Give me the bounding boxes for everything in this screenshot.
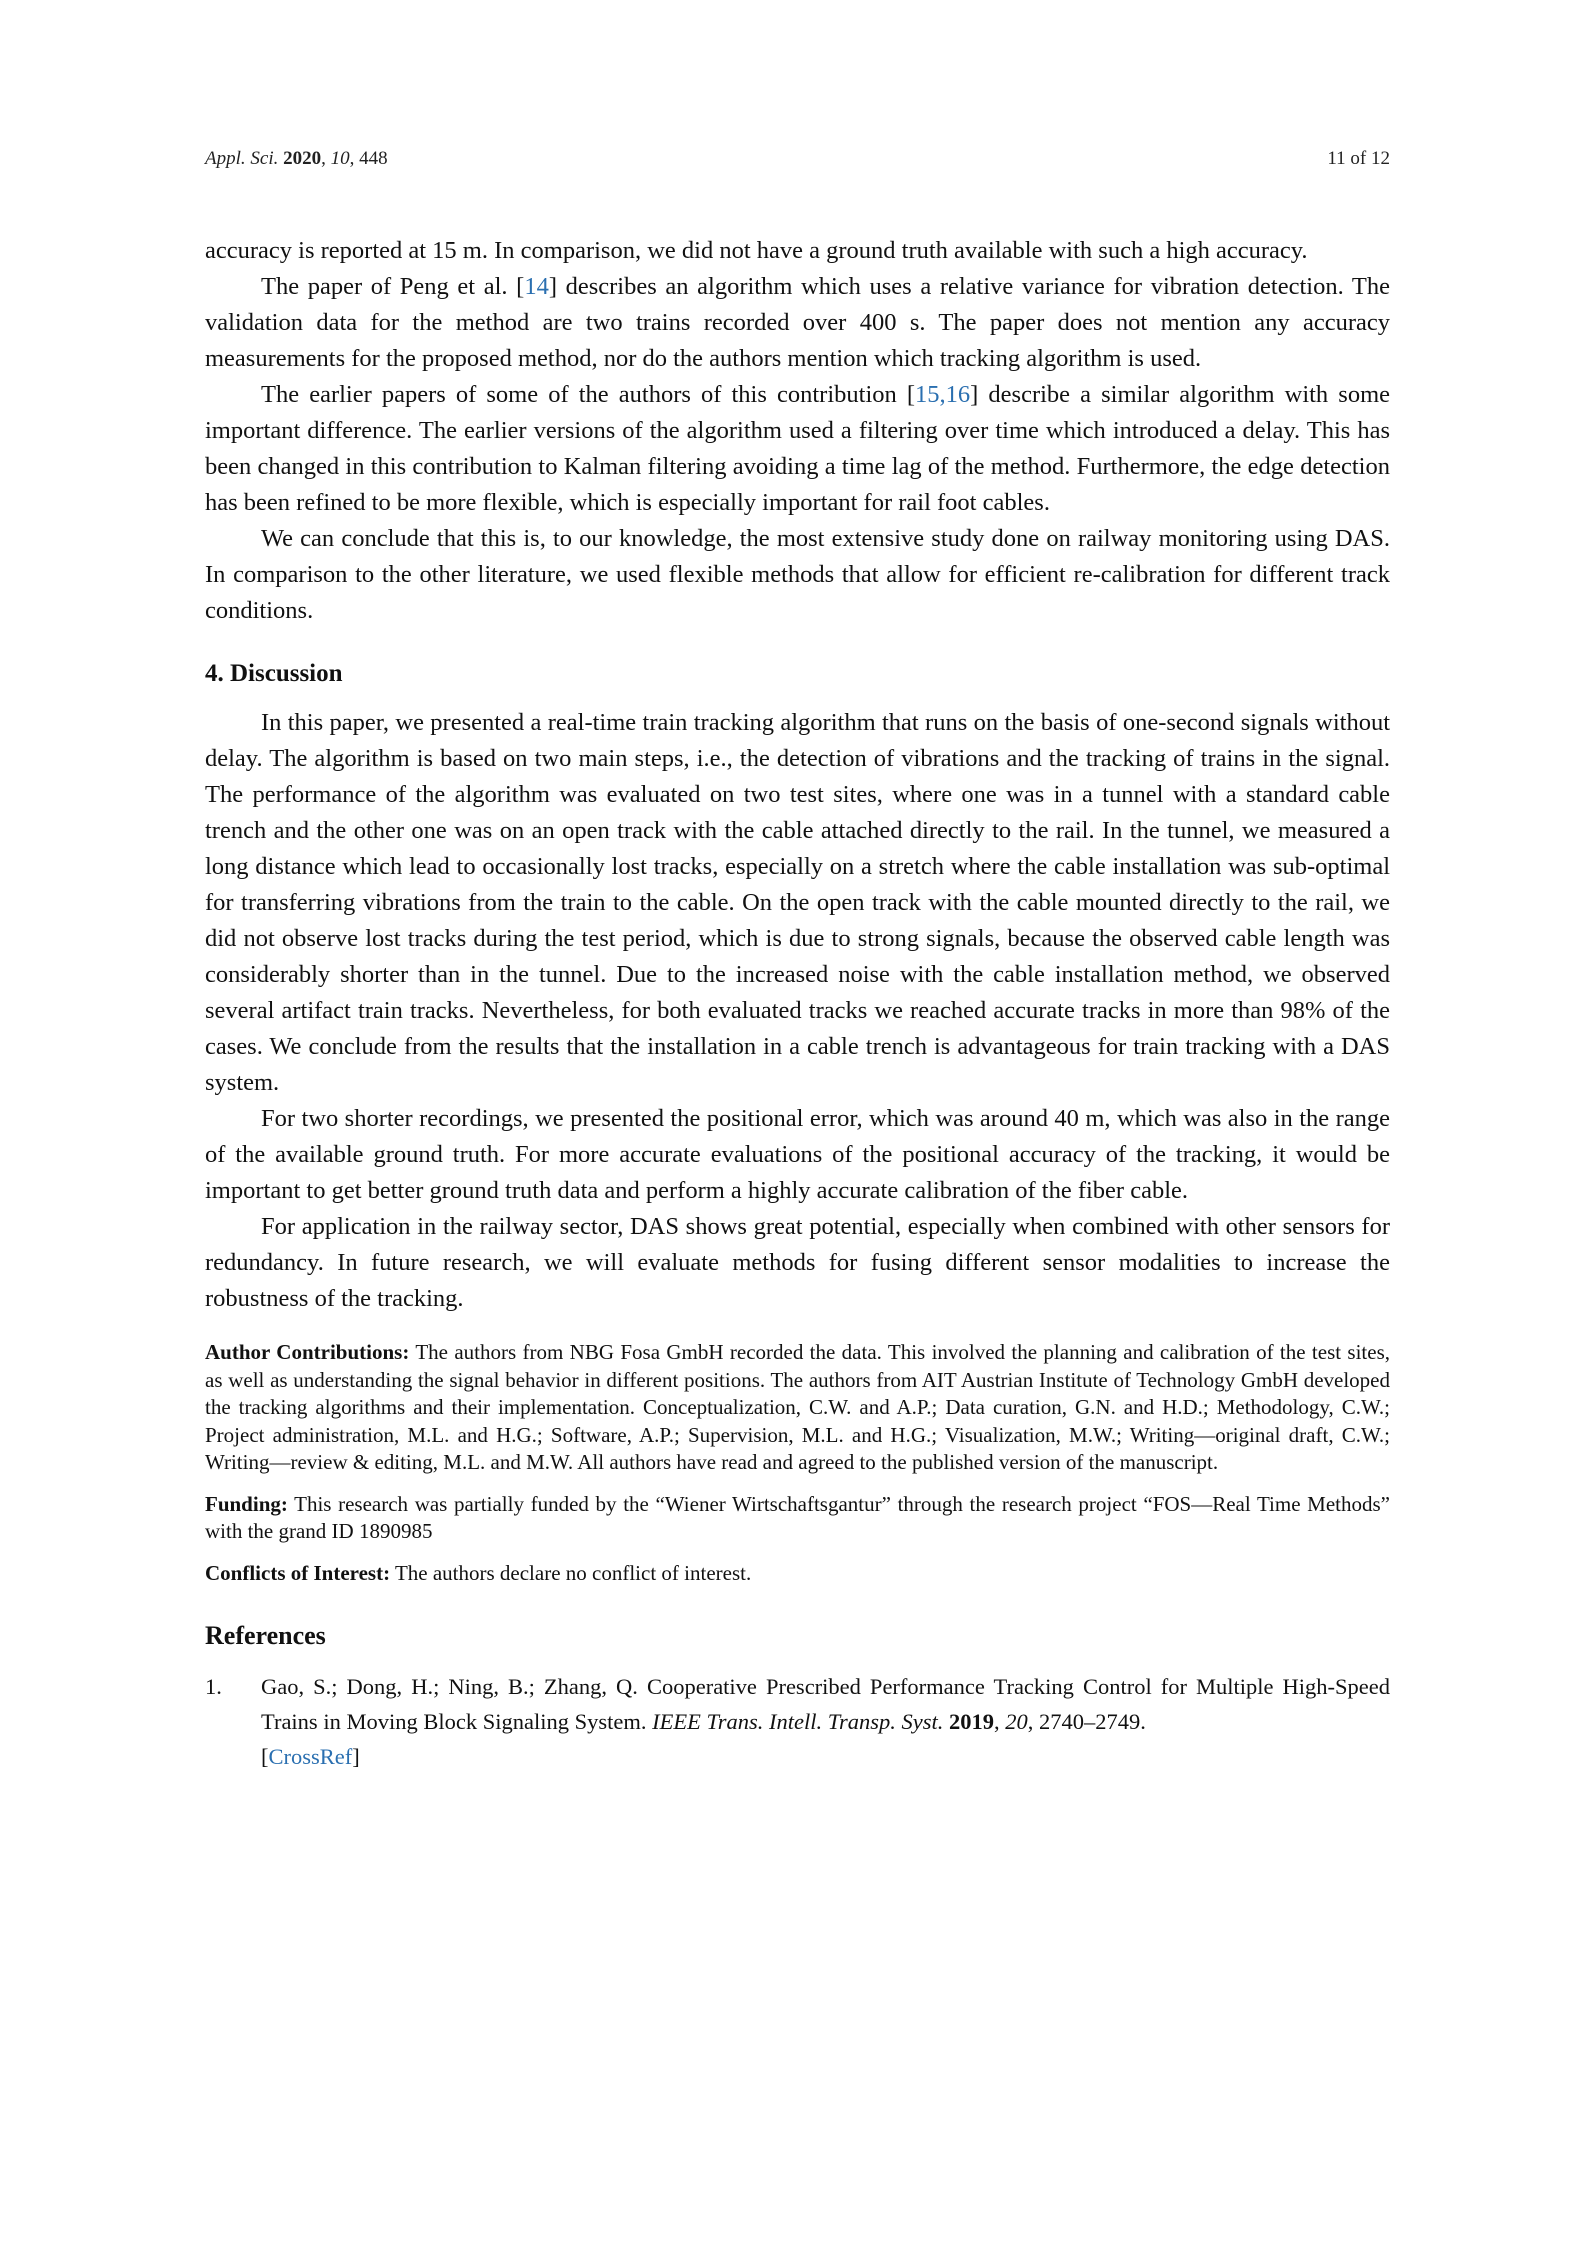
author-contributions: Author Contributions: The authors from NBG Fosa GmbH recorded the data. This involved the planning and calibration of the test sites, as well as understanding the signal behavior in different positions. The authors from AIT Austrian Institute of Technology GmbH developed the tracking algorithms and their implementation. Conceptualization, C.W. and A.P.; Data curation, G.N. and H.D.; Methodology, C.W.; Project administration, M.L. and H.G.; Software, A.P.; Supervision, M.L. and H.G.; Visualization, M.W.; Writing—original draft, C.W.; Writing—review & editing, M.L. and M.W. All authors have read and agreed to the published version of the manuscript. [205, 1340, 1391, 1474]
reference-number: 1. [205, 1674, 222, 1699]
conflicts-of-interest: Conflicts of Interest: The authors declare no conflict of interest. [205, 1560, 752, 1585]
paragraph: In this paper, we presented a real-time train tracking algorithm that runs on the basis of one-second signals without delay. The algorithm is based on two main steps, i.e., the detection of vibrations and the tracking of trains in the signal. The performance of the algorithm was evaluated on two test sites, where one was in a tunnel with a standard cable trench and the other one was on an open track with the cable attached directly to the rail. In the tunnel, we measured a long distance which lead to occasionally lost tracks, especially on a stretch where the cable installation was sub-optimal for transferring vibrations from the train to the cable. On the open track with the cable mounted directly to the rail, we did not observe lost tracks during the test period, which is due to strong signals, because the observed cable length was considerably shorter than in the tunnel. Due to the increased noise with the cable installation method, we observed several artifact train tracks. Nevertheless, for both evaluated tracks we reached accurate tracks in more than 98% of the cases. We conclude from the results that the installation in a cable trench is advantageous for train tracking with a DAS system. [205, 709, 1390, 1096]
paragraph: For two shorter recordings, we presented the positional error, which was around 40 m, which was also in the range of the available ground truth. For more accurate evaluations of the positional accuracy of the tracking, it would be important to get better ground truth data and perform a highly accurate calibration of the fiber cable. [205, 1105, 1390, 1204]
paragraph: The earlier papers of some of the authors of this contribution [15,16] describe a similar algorithm with some important difference. The earlier versions of the algorithm used a filtering over time which introduced a delay. This has been changed in this contribution to Kalman filtering avoiding a time lag of the method. Furthermore, the edge detection has been refined to be more flexible, which is especially important for rail foot cables. [205, 381, 1391, 516]
section-heading: 4. Discussion [205, 660, 343, 687]
citation-link[interactable]: 14 [524, 273, 549, 300]
body-text [205, 233, 1390, 1774]
back-matter [205, 1339, 1390, 1587]
citation-link[interactable]: 15,16 [915, 381, 971, 408]
paragraph: We can conclude that this is, to our knowledge, the most extensive study done on railway monitoring using DAS. In comparison to the other literature, we used flexible methods that allow for efficient re-calibration for different track conditions. [205, 525, 1390, 624]
journal-citation: Appl. Sci. 2020, 10, 448 [205, 148, 388, 169]
paragraph: For application in the railway sector, DAS shows great potential, especially when combined with other sensors for redundancy. In future research, we will evaluate methods for fusing different sensor modalities to increase the robustness of the tracking. [205, 1213, 1390, 1312]
paragraph: accuracy is reported at 15 m. In comparison, we did not have a ground truth available with such a high accuracy. [205, 237, 1308, 264]
references-heading: References [205, 1621, 326, 1650]
reference-item: 1. Gao, S.; Dong, H.; Ning, B.; Zhang, Q. Cooperative Prescribed Performance Tracking Control for Multiple High-Speed Trains in Moving Block Signaling System. IEEE Trans. Intell. Transp. Syst. 2019, 20, 2740–2749. [CrossRef] [205, 1669, 1390, 1774]
crossref-link[interactable]: CrossRef [268, 1744, 353, 1769]
page-number: 11 of 12 [1327, 148, 1390, 169]
paragraph: The paper of Peng et al. [14] describes an algorithm which uses a relative variance for vibration detection. The validation data for the method are two trains recorded over 400 s. The paper does not mention any accuracy measurements for the proposed method, nor do the authors mention which tracking algorithm is used. [205, 273, 1390, 372]
funding: Funding: This research was partially funded by the “Wiener Wirtschaftsgantur” through the research project “FOS—Real Time Methods” with the grand ID 1890985 [205, 1491, 1390, 1543]
